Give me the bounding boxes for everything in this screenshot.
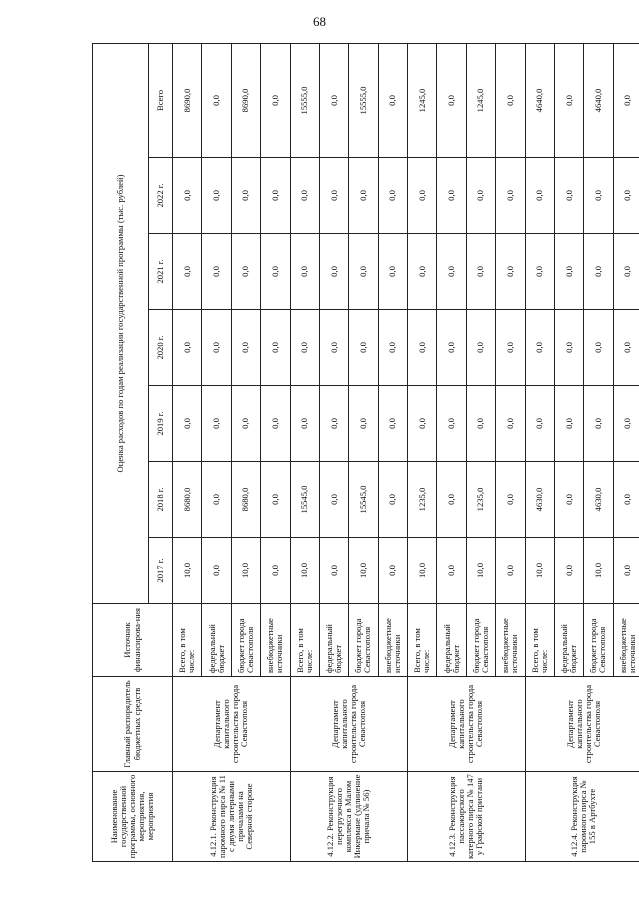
year-value-cell: 4630,0 [525, 462, 554, 538]
year-value-cell: 0,0 [319, 158, 348, 234]
year-value-cell: 4630,0 [584, 462, 613, 538]
year-value-cell: 0,0 [496, 158, 525, 234]
funding-source-cell: внебюджетные источники [496, 604, 525, 677]
year-value-cell: 0,0 [290, 386, 319, 462]
year-value-cell: 0,0 [496, 310, 525, 386]
measure-name: 4.12.1. Реконструкция паромного пирса № 11 с двумя литерными причалами на Северной стороне [173, 772, 291, 862]
year-value-cell: 0,0 [319, 386, 348, 462]
year-value-cell: 0,0 [378, 234, 407, 310]
total-value-cell: 0,0 [613, 43, 639, 157]
funding-source-cell: федеральный бюджет [319, 604, 348, 677]
year-value-cell: 0,0 [613, 538, 639, 604]
year-value-cell: 0,0 [202, 386, 231, 462]
year-value-cell: 0,0 [437, 462, 466, 538]
year-value-cell: 0,0 [202, 462, 231, 538]
year-value-cell: 0,0 [584, 158, 613, 234]
year-value-cell: 0,0 [613, 310, 639, 386]
year-value-cell: 0,0 [261, 234, 290, 310]
header-distributor: Главный распорядитель бюджетных средств [93, 677, 173, 772]
total-value-cell: 0,0 [202, 43, 231, 157]
year-value-cell: 0,0 [231, 158, 260, 234]
year-value-cell: 0,0 [378, 310, 407, 386]
funding-source-cell: внебюджетные источники [378, 604, 407, 677]
total-value-cell: 15555,0 [290, 43, 319, 157]
total-value-cell: 0,0 [554, 43, 583, 157]
year-value-cell: 0,0 [408, 158, 437, 234]
year-value-cell: 0,0 [349, 310, 378, 386]
year-value-cell: 0,0 [378, 462, 407, 538]
year-value-cell: 0,0 [525, 234, 554, 310]
year-value-cell: 0,0 [349, 234, 378, 310]
header-total: Всего [149, 43, 173, 157]
year-value-cell: 0,0 [525, 310, 554, 386]
rotated-table-container [92, 44, 639, 862]
year-value-cell: 0,0 [584, 234, 613, 310]
funding-source-cell: федеральный бюджет [202, 604, 231, 677]
total-value-cell: 0,0 [378, 43, 407, 157]
header-year-2018: 2018 г. [149, 462, 173, 538]
header-name: Наименование государственной программы, основного мероприятия, мероприятия [93, 772, 173, 862]
year-value-cell: 0,0 [349, 386, 378, 462]
funding-source-cell: бюджет города Севастополя [584, 604, 613, 677]
year-value-cell: 0,0 [202, 158, 231, 234]
year-value-cell: 10,0 [173, 538, 202, 604]
year-value-cell: 0,0 [173, 386, 202, 462]
funding-source-cell: бюджет города Севастополя [231, 604, 260, 677]
funding-source-cell: бюджет города Севастополя [466, 604, 495, 677]
year-value-cell: 15545,0 [290, 462, 319, 538]
year-value-cell: 0,0 [437, 234, 466, 310]
expenditure-table [92, 43, 639, 862]
total-value-cell: 0,0 [261, 43, 290, 157]
total-value-cell: 8690,0 [173, 43, 202, 157]
year-value-cell: 0,0 [173, 158, 202, 234]
year-value-cell: 0,0 [378, 158, 407, 234]
total-value-cell: 1245,0 [408, 43, 437, 157]
header-year-2017: 2017 г. [149, 538, 173, 604]
total-value-cell: 0,0 [319, 43, 348, 157]
year-value-cell: 1235,0 [466, 462, 495, 538]
year-value-cell: 0,0 [319, 462, 348, 538]
year-value-cell: 0,0 [437, 158, 466, 234]
year-value-cell: 10,0 [290, 538, 319, 604]
year-value-cell: 0,0 [378, 538, 407, 604]
year-value-cell: 0,0 [613, 462, 639, 538]
measure-name: 4.12.3. Реконструкция пассажирского катерного пирса № 147 у Графской пристани [408, 772, 526, 862]
year-value-cell: 0,0 [231, 310, 260, 386]
year-value-cell: 0,0 [408, 386, 437, 462]
year-value-cell: 0,0 [437, 386, 466, 462]
year-value-cell: 10,0 [231, 538, 260, 604]
table-row [290, 43, 319, 861]
year-value-cell: 0,0 [290, 310, 319, 386]
table-row [173, 43, 202, 861]
year-value-cell: 0,0 [466, 310, 495, 386]
year-value-cell: 0,0 [554, 234, 583, 310]
measure-name: 4.12.2. Реконструкция перегрузочного комплекса в Малом Инкермане (удлинение причала № 56) [290, 772, 408, 862]
table-row [408, 43, 437, 861]
total-value-cell: 0,0 [437, 43, 466, 157]
total-value-cell: 8690,0 [231, 43, 260, 157]
year-value-cell: 0,0 [202, 310, 231, 386]
header-year-2022: 2022 г. [149, 158, 173, 234]
year-value-cell: 0,0 [319, 234, 348, 310]
year-value-cell: 0,0 [613, 386, 639, 462]
year-value-cell: 0,0 [466, 386, 495, 462]
year-value-cell: 0,0 [496, 234, 525, 310]
year-value-cell: 0,0 [613, 234, 639, 310]
table-wrapper [92, 44, 639, 862]
total-value-cell: 1245,0 [466, 43, 495, 157]
year-value-cell: 0,0 [173, 310, 202, 386]
measure-name: 4.12.4. Реконструкция паромного пирса № 155 в Артбухте [525, 772, 639, 862]
year-value-cell: 0,0 [554, 158, 583, 234]
year-value-cell: 0,0 [554, 462, 583, 538]
year-value-cell: 0,0 [319, 310, 348, 386]
year-value-cell: 0,0 [378, 386, 407, 462]
year-value-cell: 10,0 [349, 538, 378, 604]
year-value-cell: 0,0 [290, 158, 319, 234]
year-value-cell: 0,0 [261, 538, 290, 604]
year-value-cell: 0,0 [554, 538, 583, 604]
header-estimate: Оценка расходов по годам реализации государственной программы (тыс. рублей) [93, 43, 149, 603]
funding-source-cell: бюджет города Севастополя [349, 604, 378, 677]
year-value-cell: 0,0 [584, 386, 613, 462]
year-value-cell: 10,0 [408, 538, 437, 604]
table-row [525, 43, 554, 861]
total-value-cell: 0,0 [496, 43, 525, 157]
year-value-cell: 0,0 [261, 386, 290, 462]
year-value-cell: 0,0 [554, 310, 583, 386]
year-value-cell: 0,0 [466, 234, 495, 310]
year-value-cell: 10,0 [525, 538, 554, 604]
year-value-cell: 0,0 [496, 462, 525, 538]
funding-source-cell: Всего, в том числе: [408, 604, 437, 677]
distributor-cell: Департамент капитального строительства города Севастополя [173, 677, 291, 772]
table-body [173, 43, 639, 861]
year-value-cell: 0,0 [231, 234, 260, 310]
year-value-cell: 0,0 [466, 158, 495, 234]
total-value-cell: 4640,0 [525, 43, 554, 157]
year-value-cell: 0,0 [496, 538, 525, 604]
year-value-cell: 0,0 [437, 538, 466, 604]
year-value-cell: 0,0 [525, 158, 554, 234]
year-value-cell: 0,0 [231, 386, 260, 462]
year-value-cell: 0,0 [173, 234, 202, 310]
distributor-cell: Департамент капитального строительства города Севастополя [408, 677, 526, 772]
year-value-cell: 0,0 [261, 462, 290, 538]
year-value-cell: 0,0 [202, 234, 231, 310]
funding-source-cell: внебюджетные источники [613, 604, 639, 677]
year-value-cell: 0,0 [408, 234, 437, 310]
header-year-2020: 2020 г. [149, 310, 173, 386]
year-value-cell: 0,0 [525, 386, 554, 462]
year-value-cell: 0,0 [554, 386, 583, 462]
year-value-cell: 0,0 [613, 158, 639, 234]
year-value-cell: 0,0 [202, 538, 231, 604]
year-value-cell: 0,0 [261, 310, 290, 386]
funding-source-cell: федеральный бюджет [554, 604, 583, 677]
distributor-cell: Департамент капитального строительства города Севастополя [525, 677, 639, 772]
funding-source-cell: Всего, в том числе: [525, 604, 554, 677]
year-value-cell: 0,0 [261, 158, 290, 234]
year-value-cell: 0,0 [349, 158, 378, 234]
year-value-cell: 10,0 [584, 538, 613, 604]
year-value-cell: 0,0 [290, 234, 319, 310]
header-year-2021: 2021 г. [149, 234, 173, 310]
header-year-2019: 2019 г. [149, 386, 173, 462]
funding-source-cell: внебюджетные источники [261, 604, 290, 677]
page-number: 68 [313, 14, 326, 29]
year-value-cell: 0,0 [319, 538, 348, 604]
year-value-cell: 0,0 [496, 386, 525, 462]
total-value-cell: 4640,0 [584, 43, 613, 157]
funding-source-cell: Всего, в том числе: [290, 604, 319, 677]
year-value-cell: 15545,0 [349, 462, 378, 538]
year-value-cell: 1235,0 [408, 462, 437, 538]
header-source: Источник финансирова-ния [93, 604, 173, 677]
year-value-cell: 10,0 [466, 538, 495, 604]
year-value-cell: 0,0 [437, 310, 466, 386]
year-value-cell: 0,0 [584, 310, 613, 386]
distributor-cell: Департамент капитального строительства города Севастополя [290, 677, 408, 772]
funding-source-cell: федеральный бюджет [437, 604, 466, 677]
year-value-cell: 8680,0 [173, 462, 202, 538]
funding-source-cell: Всего, в том числе: [173, 604, 202, 677]
total-value-cell: 15555,0 [349, 43, 378, 157]
year-value-cell: 8680,0 [231, 462, 260, 538]
year-value-cell: 0,0 [408, 310, 437, 386]
